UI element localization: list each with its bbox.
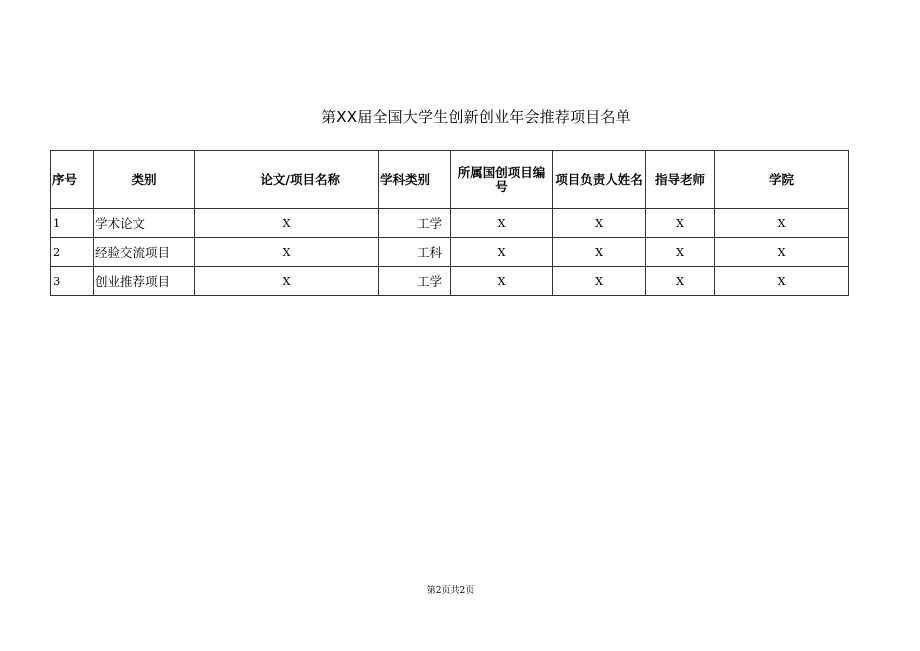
cell-name: X	[195, 238, 379, 267]
cell-category: 学术论文	[94, 209, 195, 238]
table-row	[51, 209, 849, 238]
cell-project-code: X	[451, 209, 553, 238]
project-table	[50, 150, 849, 296]
page-number-footer: 第2页共2页	[426, 586, 475, 596]
header-project-code: 所属国创项目编号	[451, 151, 553, 209]
cell-subject: 工科	[379, 238, 451, 267]
cell-subject: 工学	[379, 209, 451, 238]
cell-college: X	[715, 238, 849, 267]
cell-advisor: X	[646, 209, 715, 238]
cell-category: 创业推荐项目	[94, 267, 195, 296]
cell-project-code: X	[451, 267, 553, 296]
table-row	[51, 267, 849, 296]
cell-name: X	[195, 267, 379, 296]
header-advisor: 指导老师	[646, 151, 715, 209]
document-title: 第XX届全国大学生创新创业年会推荐项目名单	[321, 108, 631, 126]
cell-leader: X	[553, 238, 646, 267]
cell-college: X	[715, 267, 849, 296]
table-header-row	[51, 151, 849, 209]
table-row	[51, 238, 849, 267]
cell-subject: 工学	[379, 267, 451, 296]
cell-no: 2	[51, 238, 94, 267]
cell-leader: X	[553, 267, 646, 296]
cell-college: X	[715, 209, 849, 238]
cell-leader: X	[553, 209, 646, 238]
header-name: 论文/项目名称	[195, 151, 379, 209]
cell-category: 经验交流项目	[94, 238, 195, 267]
cell-advisor: X	[646, 267, 715, 296]
header-leader: 项目负责人姓名	[553, 151, 646, 209]
cell-project-code: X	[451, 238, 553, 267]
header-no: 序号	[51, 151, 94, 209]
header-category: 类别	[94, 151, 195, 209]
cell-advisor: X	[646, 238, 715, 267]
cell-name: X	[195, 209, 379, 238]
header-college: 学院	[715, 151, 849, 209]
cell-no: 3	[51, 267, 94, 296]
cell-no: 1	[51, 209, 94, 238]
header-subject: 学科类别	[379, 151, 451, 209]
